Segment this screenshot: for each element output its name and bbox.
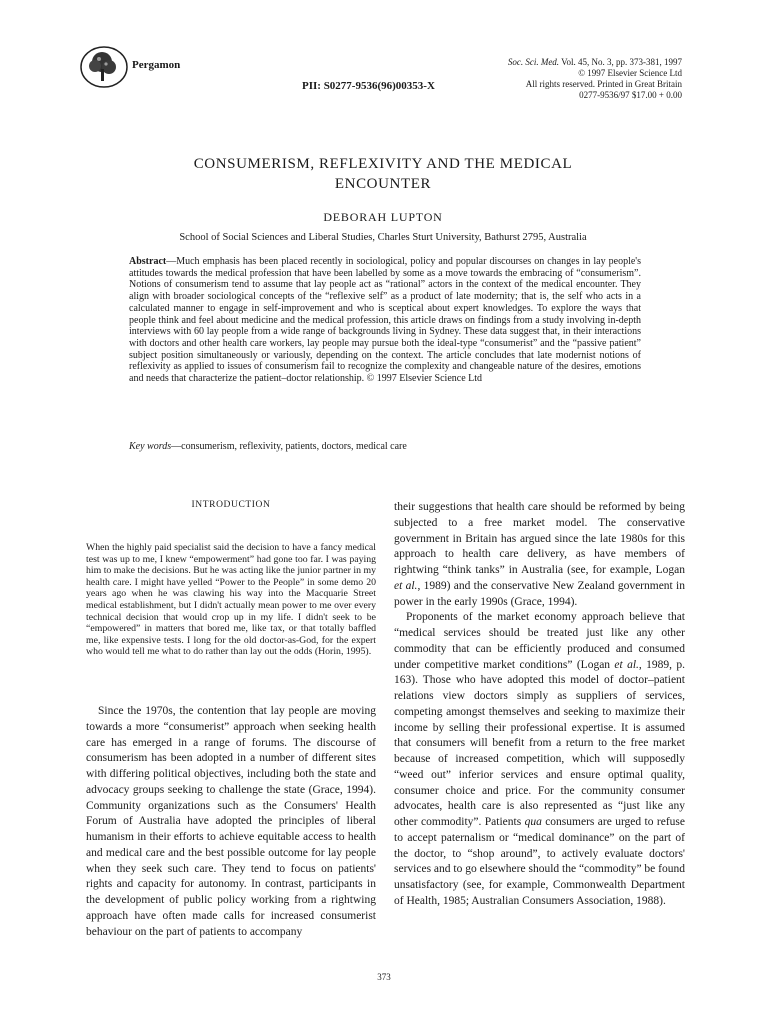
abstract-label: Abstract bbox=[129, 256, 167, 267]
body-paragraph-3 bbox=[394, 610, 685, 909]
paragraph-text: , 1989) and the conservative New Zealand government in power in the early 1990s (Grace, 1994). bbox=[394, 579, 685, 608]
title-line-2: ENCOUNTER bbox=[334, 176, 432, 192]
page-number: 373 bbox=[377, 972, 391, 982]
citation-block bbox=[452, 57, 682, 101]
paragraph-text: Since the 1970s, the contention that lay people are moving towards a more “consumerist” approach when seeking health care has emerged in a range of forums. The discourse of consumerism has been adopted in a number of different sites with differing political objectives, including both the state and advocacy groups seeking to challenge the state (Grace, 1994). Community organizations such as the Consumers' Health Forum of Australia have adopted the principles of liberal humanism in their efforts to achieve equitable access to health and medical care and the best possible outcome for lay people when they seek such care. They tend to focus on patients' rights and capacity for autonomy. In contrast, participants in the development of public policy working from a rightwing approach have often made calls for increased consumerist behaviour on the part of patients to accompany bbox=[86, 705, 376, 938]
price-line: 0277-9536/97 $17.00 + 0.00 bbox=[579, 90, 682, 100]
citation-etal: et al. bbox=[614, 658, 639, 671]
title-line-1: CONSUMERISM, REFLEXIVITY AND THE MEDICAL bbox=[193, 156, 573, 172]
latin-term: qua bbox=[524, 816, 542, 828]
author-affiliation: School of Social Sciences and Liberal Studies, Charles Sturt University, Bathurst 2795, Australia bbox=[179, 232, 587, 243]
volume-info: Vol. 45, No. 3, pp. 373-381, 1997 bbox=[559, 57, 682, 67]
tree-emblem-icon bbox=[80, 46, 128, 88]
keywords-text: —consumerism, reflexivity, patients, doctors, medical care bbox=[171, 441, 407, 452]
author-name: DEBORAH LUPTON bbox=[323, 210, 443, 224]
keywords bbox=[129, 441, 641, 452]
paragraph-text: , 1989, p. 163). Those who have adopted this model of doctor–patient relations view doctors simply as suppliers of services, competing amongst themselves and seeking to maximize their income by selling their professional expertise. It is assumed that consumers will benefit from a return to the free market because of increased competition, which will supposedly “weed out” inferior services and ensure optimal quality, consumer choice and price. For the community consumer advocates, health care is also represented as “just like any other commodity”. Patients bbox=[394, 658, 685, 828]
pii-identifier: PII: S0277-9536(96)00353-X bbox=[302, 80, 435, 92]
body-paragraph-2 bbox=[394, 500, 685, 610]
citation-line bbox=[452, 57, 682, 68]
section-heading: INTRODUCTION bbox=[191, 500, 271, 510]
copyright-line: © 1997 Elsevier Science Ltd bbox=[578, 68, 682, 78]
abstract-text: —Much emphasis has been placed recently in sociological, policy and popular discourses on changes in lay people's attitudes towards the medical profession that have been labelled by some as a move towards the embracing of “consumerism”. Notions of consumerism tend to assume that lay people act as “rational” actors in the context of the medical encounter. They align with broader sociological concepts of the “reflexive self” as a product of late modernity; that is, the self who acts in a calculated manner to engage in self-improvement and who is sceptical about expert knowledges. To explore the ways that people think and feel about medicine and the medical profession, this article draws on findings from a study involving in-depth interviews with 60 lay people from a wide range of backgrounds living in Sydney. These data suggest that, in their interactions with doctors and other health care workers, lay people may pursue both the ideal-type “consumerist” and the “passive patient” subject position simultaneously or variously, depending on the context. The article concludes that late modernist notions of reflexivity as applied to issues of consumerism fail to recognize the complexity and changeable nature of the desires, emotions and needs that characterize the patient–doctor relationship. © 1997 Elsevier Science Ltd bbox=[129, 256, 641, 385]
keywords-label: Key words bbox=[129, 441, 172, 452]
article-title bbox=[100, 154, 666, 194]
abstract bbox=[129, 256, 641, 385]
rights-line: All rights reserved. Printed in Great Britain bbox=[525, 79, 682, 89]
epigraph-quote: When the highly paid specialist said the decision to have a fancy medical test was up to me, I knew “empowerment” had gone too far. I was paying him to make the decisions. But he was acting like the junior partner in my health care. I might have yelled “Power to the People” in some demo 20 years ago when he was clawing his way into the Macquarie Street medical establishment, but I didn't actually mean power to me over every technical decision that would crop up in my life. I didn't seek to be “empowered” in matters that bored me, like tax, or that totally baffled me, like expensive tests. I long for the old doctor-as-God, for the expert who would tell me what to do rather than lay out the odds (Horin, 1995). bbox=[86, 542, 376, 658]
citation-etal: et al. bbox=[394, 579, 418, 592]
paragraph-text: Proponents of the market economy approach believe that “medical services should be treated just like any other commodity that can be efficiently produced and consumed under competitive market conditions” (Logan bbox=[394, 611, 685, 671]
paragraph-text: their suggestions that health care should be reformed by being subjected to a free market model. The conservative government in Britain has argued since the late 1980s for this approach to health care delivery, as have members of rightwing “think tanks” in Australia (see, for example, Logan bbox=[394, 501, 685, 576]
body-paragraph-1 bbox=[86, 704, 376, 940]
publisher-logo bbox=[80, 46, 128, 88]
right-column bbox=[394, 500, 685, 910]
paragraph-text: consumers are urged to refuse to accept paternalism or “medical dominance” on the part of the doctor, to “shop around”, to actively evaluate doctors' services and to go elsewhere should the “commodity” be found unsatisfactory (see, for example, Commonwealth Department of Health, 1985; Australian Consumers Association, 1988). bbox=[394, 816, 685, 907]
publisher-name: Pergamon bbox=[132, 59, 181, 71]
journal-abbrev: Soc. Sci. Med. bbox=[507, 57, 560, 67]
